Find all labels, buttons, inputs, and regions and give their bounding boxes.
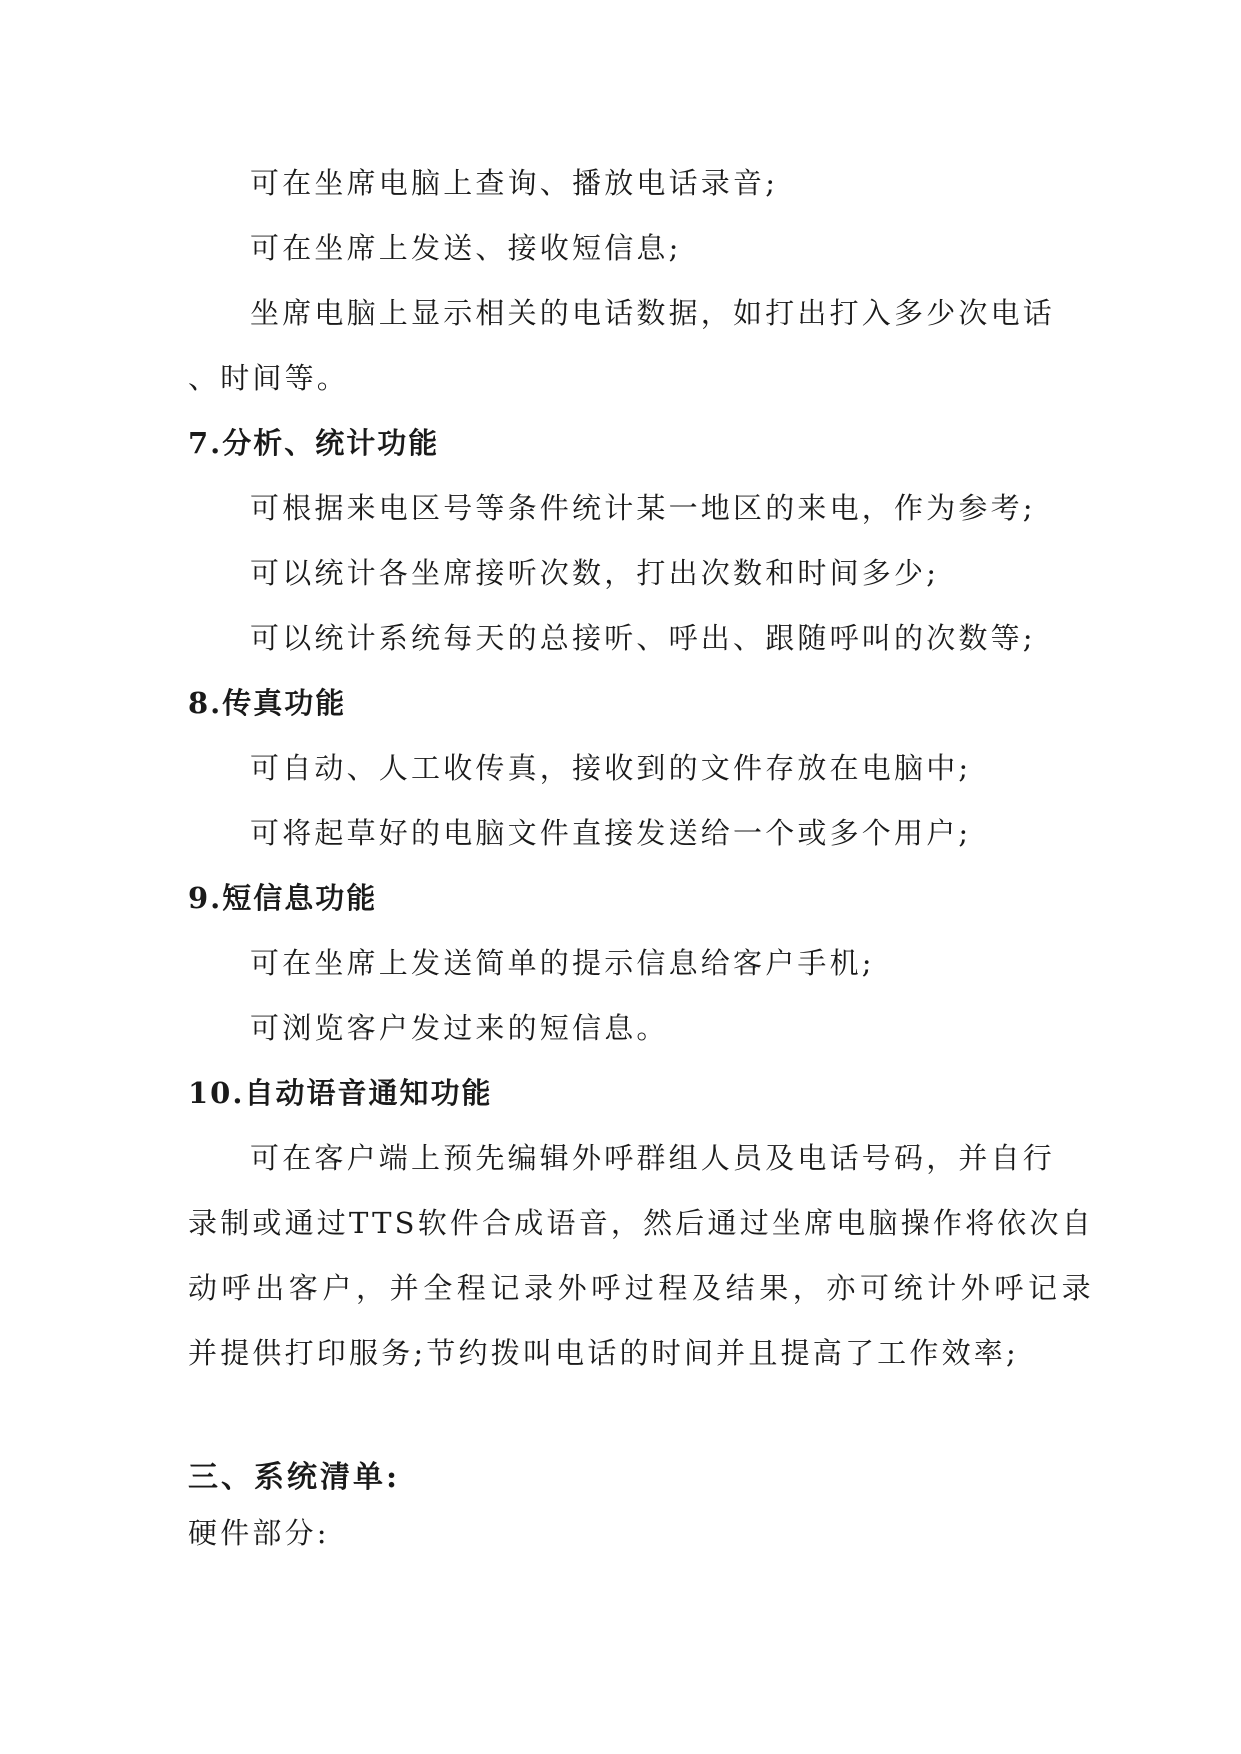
subheading: 硬件部分:	[188, 1516, 330, 1550]
paragraph-line: 录制或通过TTS软件合成语音，然后通过坐席电脑操作将依次自	[188, 1206, 1094, 1240]
section-heading: 9.短信息功能	[188, 881, 378, 915]
section-heading: 7.分析、统计功能	[188, 426, 440, 460]
paragraph-line: 、时间等。	[188, 361, 350, 395]
paragraph-line: 坐席电脑上显示相关的电话数据，如打出打入多少次电话	[250, 296, 1056, 330]
paragraph-line: 可将起草好的电脑文件直接发送给一个或多个用户;	[250, 816, 972, 850]
paragraph-line: 动呼出客户，并全程记录外呼过程及结果，亦可统计外呼记录	[188, 1271, 1096, 1305]
chapter-heading: 三、系统清单:	[188, 1460, 401, 1495]
section-heading: 10.自动语音通知功能	[188, 1076, 493, 1110]
paragraph-line: 可自动、人工收传真，接收到的文件存放在电脑中;	[250, 751, 972, 785]
paragraph-line: 可在坐席上发送简单的提示信息给客户手机;	[250, 946, 875, 980]
paragraph-line: 可根据来电区号等条件统计某一地区的来电，作为参考;	[250, 491, 1036, 525]
paragraph-line: 可在坐席电脑上查询、播放电话录音;	[250, 166, 779, 200]
section-heading: 8.传真功能	[188, 686, 347, 720]
paragraph-line: 可在坐席上发送、接收短信息;	[250, 231, 682, 265]
paragraph-line: 可以统计系统每天的总接听、呼出、跟随呼叫的次数等;	[250, 621, 1036, 655]
paragraph-line: 并提供打印服务;节约拨叫电话的时间并且提高了工作效率;	[188, 1336, 1019, 1370]
paragraph-line: 可在客户端上预先编辑外呼群组人员及电话号码，并自行	[250, 1141, 1056, 1175]
paragraph-line: 可以统计各坐席接听次数，打出次数和时间多少;	[250, 556, 940, 590]
paragraph-line: 可浏览客户发过来的短信息。	[250, 1011, 669, 1045]
